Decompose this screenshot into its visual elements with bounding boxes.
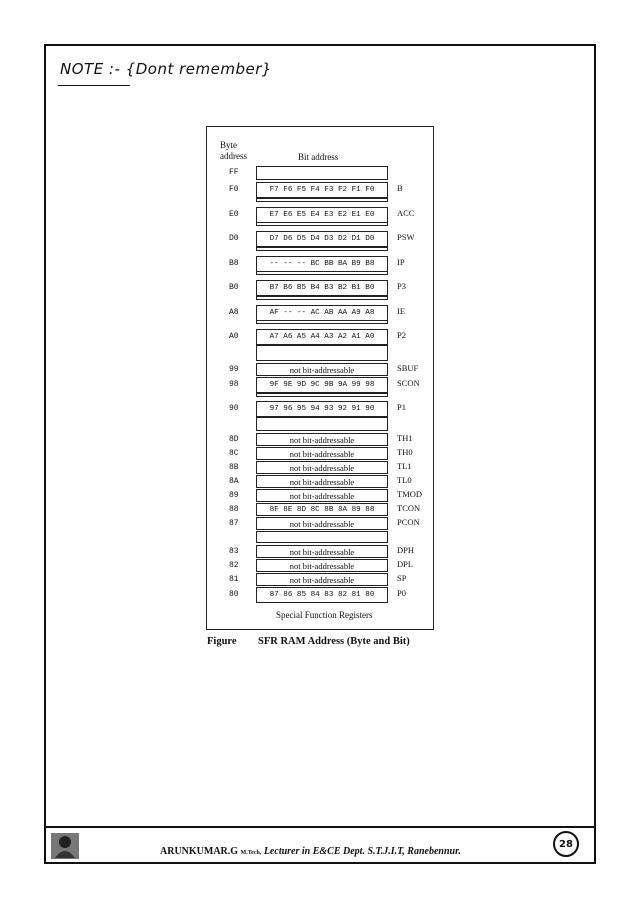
byte-address-label: 80	[229, 590, 239, 599]
byte-address-label: 88	[229, 504, 239, 514]
byte-address-label: F0	[229, 185, 239, 194]
register-name: DPH	[397, 544, 415, 555]
address-gap	[256, 222, 388, 226]
bit-address-row: not bit-addressable	[256, 475, 388, 488]
byte-address-label: 90	[229, 404, 239, 413]
author-degree: M.Tech,	[240, 850, 262, 856]
byte-address-label: 89	[229, 490, 239, 500]
byte-address-label: 8C	[229, 448, 239, 458]
register-name: P1	[397, 402, 406, 412]
address-gap	[256, 296, 388, 300]
author-name: ARUNKUMAR.G	[160, 846, 239, 857]
bit-address-row: 87 86 85 84 83 82 81 80	[256, 587, 388, 603]
byte-address-label: 98	[229, 380, 239, 389]
bit-address-row: AF -- -- AC AB AA A9 A8	[256, 305, 388, 321]
byte-address-label: B0	[229, 283, 239, 292]
register-name: TH1	[397, 432, 413, 443]
register-name: SCON	[397, 378, 420, 388]
register-name: TH0	[397, 446, 413, 457]
figure-caption: SFR RAM Address (Byte and Bit)	[258, 636, 410, 647]
footer-credit	[160, 846, 461, 857]
bit-address-row: 8F 8E 8D 8C 8B 8A 89 88	[256, 503, 388, 516]
register-name: TL0	[397, 474, 412, 485]
address-gap	[256, 393, 388, 397]
byte-address-label: A0	[229, 332, 239, 341]
bit-address-row: not bit-addressable	[256, 433, 388, 446]
bit-address-row: -- -- -- BC BB BA B9 B8	[256, 256, 388, 272]
bit-address-row: 9F 9E 9D 9C 9B 9A 99 98	[256, 377, 388, 393]
handwritten-note: NOTE :- {Dont remember}	[60, 60, 272, 78]
byte-address-label: 8B	[229, 462, 239, 472]
byte-address-label: D0	[229, 234, 239, 243]
address-gap	[256, 198, 388, 202]
bit-address-row: not bit-addressable	[256, 517, 388, 530]
bit-address-row: not bit-addressable	[256, 489, 388, 502]
figure-label: Figure	[207, 636, 237, 647]
bit-address-row: not bit-addressable	[256, 559, 388, 572]
bit-address-row: E7 E6 E5 E4 E3 E2 E1 E0	[256, 207, 388, 223]
byte-address-label: A8	[229, 308, 239, 317]
author-role: Lecturer in E&CE Dept. S.T.J.I.T, Ranebennur.	[263, 846, 461, 857]
bit-address-row: not bit-addressable	[256, 461, 388, 474]
register-name: TCON	[397, 502, 421, 513]
register-name: IE	[397, 306, 406, 316]
register-name: P0	[397, 588, 406, 598]
register-name: PSW	[397, 232, 415, 242]
register-name: PCON	[397, 516, 420, 527]
bit-address-header: Bit address	[298, 152, 339, 162]
register-name: B	[397, 183, 403, 193]
register-name: TMOD	[397, 488, 423, 499]
register-name: P2	[397, 330, 406, 340]
register-name: ACC	[397, 208, 415, 218]
register-name: IP	[397, 257, 405, 267]
box-title: Special Function Registers	[276, 610, 373, 620]
byte-address-label: 83	[229, 546, 239, 556]
address-gap	[256, 531, 388, 543]
bit-address-row: 97 96 95 94 93 92 91 90	[256, 401, 388, 417]
page-number: 28	[553, 831, 579, 857]
bit-address-row: D7 D6 D5 D4 D3 D2 D1 D0	[256, 231, 388, 247]
bit-address-row	[256, 166, 388, 180]
address-gap	[256, 247, 388, 251]
footer-divider	[44, 826, 596, 828]
bit-address-row: B7 B6 B5 B4 B3 B2 B1 B0	[256, 280, 388, 296]
register-name: TL1	[397, 460, 412, 471]
author-logo-icon	[50, 832, 80, 860]
bit-address-row: not bit-addressable	[256, 363, 388, 376]
byte-address-label: 8D	[229, 434, 239, 444]
byte-address-label: 82	[229, 560, 239, 570]
byte-address-label: FF	[229, 168, 239, 177]
byte-address-label: 81	[229, 574, 239, 584]
byte-address-header: Byte address	[220, 140, 247, 161]
bit-address-row: A7 A6 A5 A4 A3 A2 A1 A0	[256, 329, 388, 345]
byte-address-label: 99	[229, 364, 239, 374]
address-gap	[256, 320, 388, 324]
address-gap	[256, 271, 388, 275]
byte-address-label: 8A	[229, 476, 239, 486]
register-name: P3	[397, 281, 406, 291]
bit-address-row: not bit-addressable	[256, 447, 388, 460]
byte-address-label: E0	[229, 210, 239, 219]
note-underline	[58, 85, 130, 86]
bit-address-row: F7 F6 F5 F4 F3 F2 F1 F0	[256, 182, 388, 198]
byte-address-label: 87	[229, 518, 239, 528]
bit-address-row: not bit-addressable	[256, 545, 388, 558]
byte-address-label: B8	[229, 259, 239, 268]
address-gap	[256, 345, 388, 361]
register-name: SBUF	[397, 362, 419, 373]
register-name: SP	[397, 572, 407, 583]
address-gap	[256, 417, 388, 431]
register-name: DPL	[397, 558, 414, 569]
bit-address-row: not bit-addressable	[256, 573, 388, 586]
